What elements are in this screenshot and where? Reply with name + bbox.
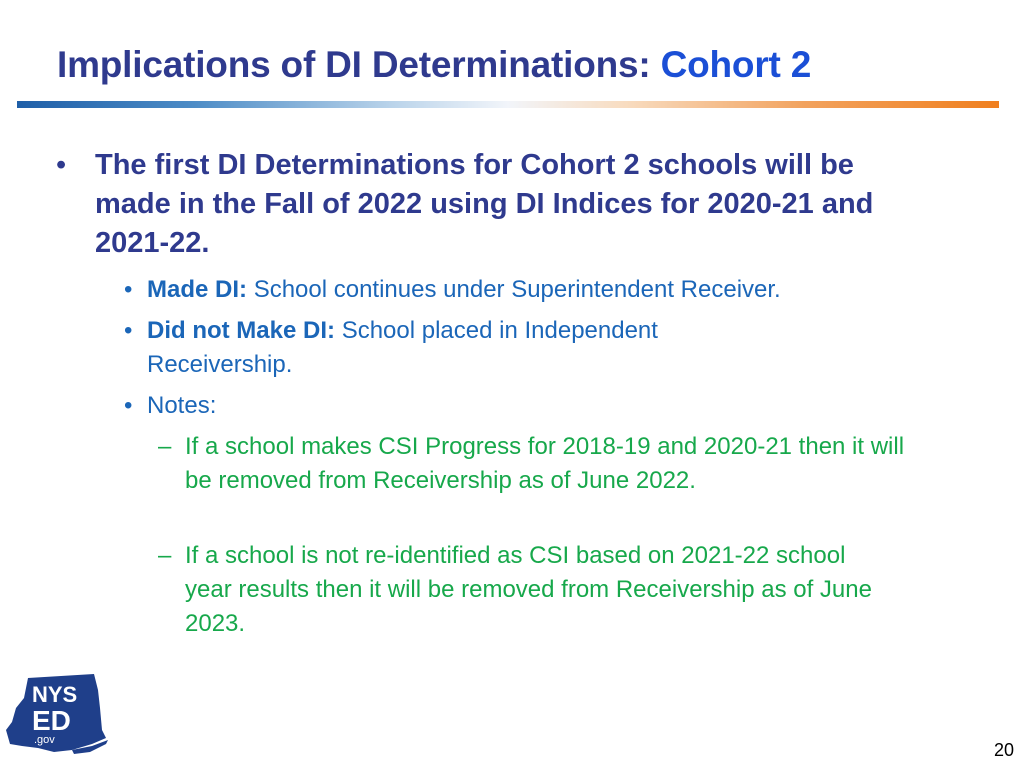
bullet-marker: • <box>124 317 133 344</box>
note-text: If a school makes CSI Progress for 2018-19 and 2020-21 then it will be removed from Receivership as of June 2022. <box>185 433 905 494</box>
logo-line-nys: NYS <box>32 682 78 707</box>
sub-bullet-lead: Made DI: <box>147 276 248 303</box>
logo-line-ed: ED <box>32 705 71 736</box>
note-item <box>158 430 918 498</box>
page-number: 20 <box>993 740 1014 760</box>
bullet-marker: • <box>56 149 67 181</box>
note-item <box>158 539 918 641</box>
note-text: If a school is not re-identified as CSI based on 2021-22 school year results then it will be removed from Receivership as of June 2023. <box>185 542 872 637</box>
main-bullet <box>56 146 906 263</box>
nysed-logo <box>2 668 110 758</box>
sub-bullet-lead: Did not Make DI: <box>147 317 336 344</box>
slide-title-main: Implications of DI Determinations: <box>57 44 651 85</box>
dash-marker: – <box>158 433 172 460</box>
bullet-marker: • <box>124 392 133 419</box>
dash-marker: – <box>158 542 172 569</box>
slide-title <box>57 44 811 86</box>
bullet-marker: • <box>124 276 133 303</box>
sub-bullet-text: School placed in Independent Receivership. <box>147 317 658 378</box>
sub-bullet-notes <box>124 389 924 423</box>
logo-line-gov: .gov <box>34 734 55 746</box>
sub-bullet-text: Notes: <box>147 392 217 419</box>
title-divider <box>17 101 999 108</box>
sub-bullet-text: School continues under Superintendent Receiver. <box>253 276 781 303</box>
main-bullet-text: The first DI Determinations for Cohort 2 schools will be made in the Fall of 2022 using DI Indices for 2020-21 and 2021-22. <box>95 149 874 259</box>
sub-bullet-did-not-make-di <box>124 314 924 382</box>
slide-title-accent: Cohort 2 <box>660 44 812 85</box>
sub-bullet-made-di <box>124 273 924 307</box>
